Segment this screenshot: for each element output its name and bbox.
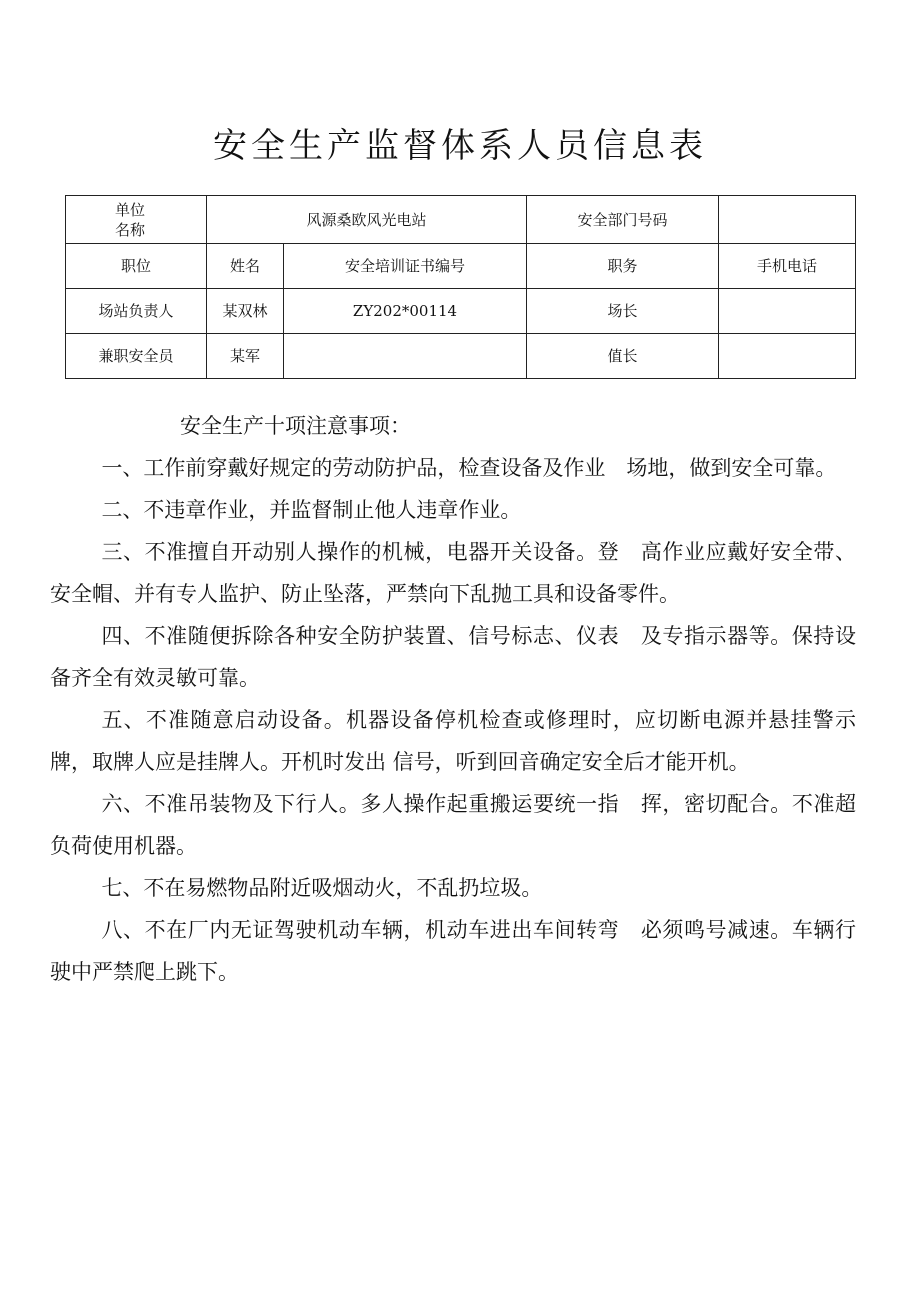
notes-heading: 安全生产十项注意事项： [180, 414, 411, 438]
personnel-info-table [65, 195, 856, 379]
header-mobile: 手机电话 [719, 244, 856, 289]
document-title: 安全生产监督体系人员信息表 [213, 126, 707, 166]
cell-cert-no [284, 334, 527, 379]
safety-notes [138, 405, 858, 447]
unit-name-cell: 风源桑欧风光电站 [207, 196, 527, 244]
note-item-3: 三、不准擅自开动别人操作的机械，电器开关设备。登 高作业应戴好安全带、安全帽、并有专人监护、防止坠落，严禁向下乱抛工具和设备零件。 [50, 540, 856, 606]
table-row [66, 334, 856, 379]
header-position: 职位 [66, 244, 207, 289]
note-item-7: 七、不在易燃物品附近吸烟动火，不乱扔垃圾。 [101, 876, 543, 900]
cell-position: 场站负责人 [66, 289, 207, 334]
note-item-1: 一、工作前穿戴好规定的劳动防护品，检查设备及作业 场地，做到安全可靠。 [101, 456, 837, 480]
note-item-5: 五、不准随意启动设备。机器设备停机检查或修理时，应切断电源并悬挂警示牌，取牌人应是挂牌人。开机时发出 信号，听到回音确定安全后才能开机。 [50, 708, 856, 774]
cell-cert-no: ZY202*00114 [284, 289, 527, 334]
header-duty: 职务 [527, 244, 719, 289]
note-item-8: 八、不在厂内无证驾驶机动车辆，机动车进出车间转弯 必须鸣号减速。车辆行驶中严禁爬上跳下。 [50, 918, 856, 984]
unit-label-line2: 名称 [114, 220, 145, 239]
cell-mobile [719, 334, 856, 379]
cell-duty: 场长 [527, 289, 719, 334]
dept-phone-value-cell [719, 196, 856, 244]
unit-label-cell [66, 196, 207, 244]
note-item-4: 四、不准随便拆除各种安全防护装置、信号标志、仪表 及专指示器等。保持设备齐全有效灵敏可靠。 [50, 624, 856, 690]
unit-label [115, 200, 145, 240]
note-item-2: 二、不违章作业，并监督制止他人违章作业。 [101, 498, 522, 522]
note-item-6: 六、不准吊装物及下行人。多人操作起重搬运要统一指 挥，密切配合。不准超负荷使用机器。 [50, 792, 856, 858]
table-row-unit [66, 196, 856, 244]
header-name: 姓名 [207, 244, 284, 289]
cell-mobile [719, 289, 856, 334]
unit-label-line1: 单位 [114, 200, 145, 219]
safety-notes-list [50, 447, 856, 993]
dept-phone-label-cell: 安全部门号码 [527, 196, 719, 244]
cell-name: 某军 [207, 334, 284, 379]
header-cert-no: 安全培训证书编号 [284, 244, 527, 289]
cell-position: 兼职安全员 [66, 334, 207, 379]
table-row [66, 289, 856, 334]
table-header-row [66, 244, 856, 289]
cell-duty: 值长 [527, 334, 719, 379]
cell-name: 某双林 [207, 289, 284, 334]
